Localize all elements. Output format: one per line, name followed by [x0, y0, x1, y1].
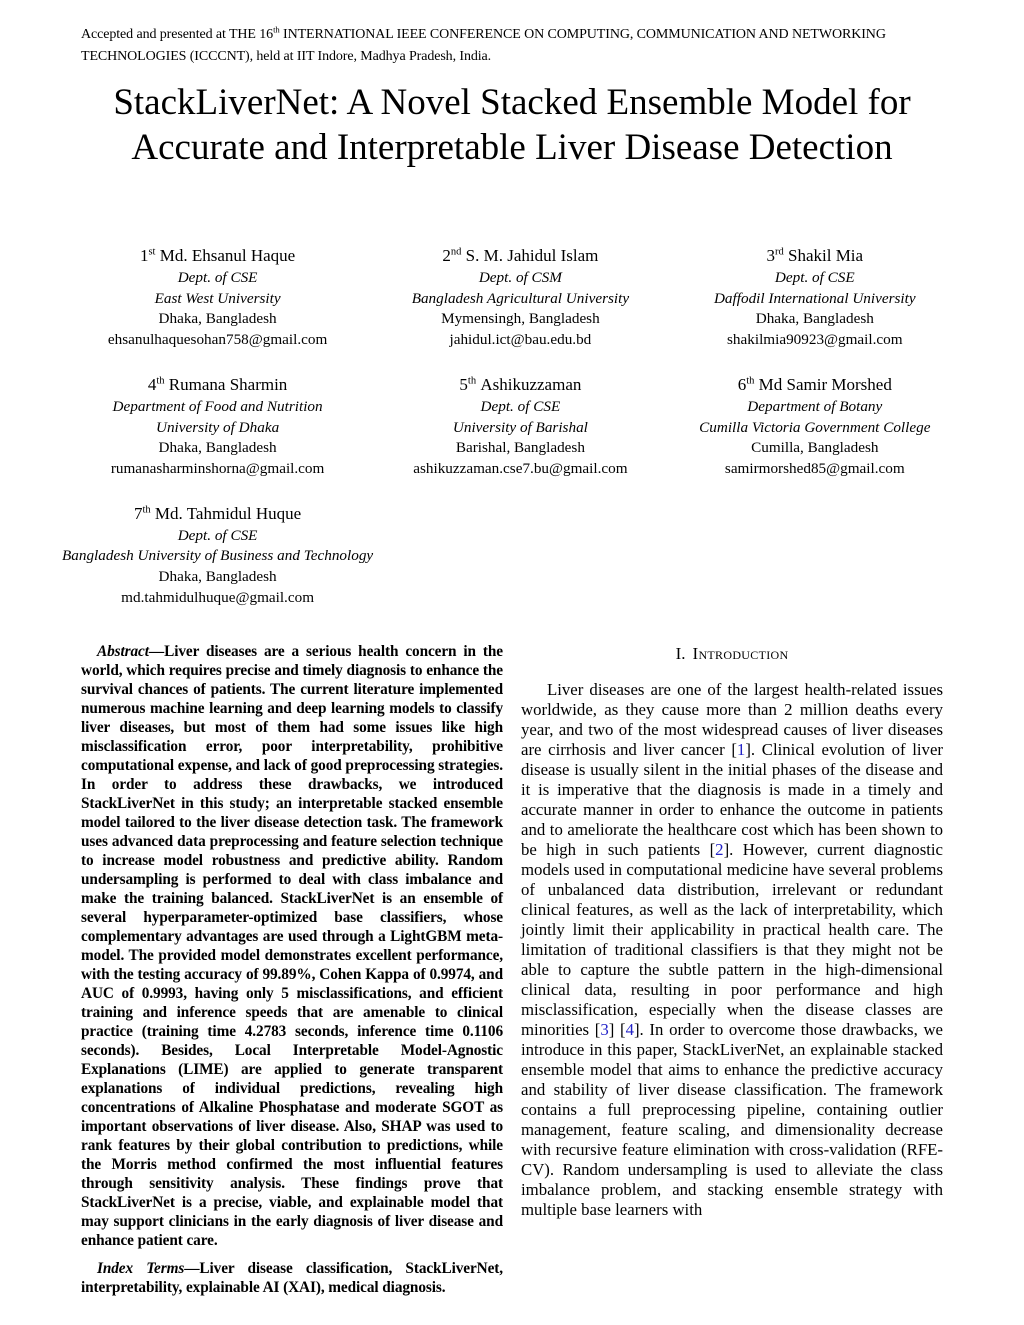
text-run: ]. However, current diagnostic models used in computational medicine have several problems of unbalanced data distribution, irrelevant or redundant clinical features, as well as the lack of interpretability, which jointly limit their applicability in practical health care. The limitation of traditional classifiers is that they might not be able to capture the subtle pattern in the high-dimensional clinical data, resulting in poor performance and high misclassification, especially when the disease classes are minorities [	[521, 840, 944, 1039]
author-name	[412, 244, 629, 267]
ordinal-superscript: th	[142, 503, 151, 515]
authors-grid	[62, 244, 962, 608]
author-ordinal: 5	[459, 374, 468, 394]
author-ordinal: 1	[139, 246, 149, 265]
author-ordinal: 2	[442, 246, 451, 265]
author-name	[111, 373, 324, 396]
author-block	[108, 244, 327, 351]
right-column	[521, 642, 943, 1297]
author-affiliation: University of Dhaka	[156, 418, 280, 436]
author-email: samirmorshed85@gmail.com	[724, 459, 905, 477]
author-ordinal: 4	[147, 374, 157, 394]
author-block	[699, 373, 930, 480]
ordinal-superscript: st	[148, 246, 156, 258]
acceptance-note	[81, 24, 947, 69]
ordinal-superscript: th	[273, 24, 280, 35]
text-run: ] [	[608, 1020, 626, 1039]
introduction-paragraph	[521, 680, 943, 1220]
author-name	[62, 502, 373, 525]
author-location: Cumilla, Bangladesh	[751, 439, 879, 457]
author-dept: Department of Food and Nutrition	[112, 397, 323, 415]
author-name	[108, 244, 327, 267]
author-email: ashikuzzaman.cse7.bu@gmail.com	[413, 459, 628, 477]
author-affiliation: Daffodil International University	[713, 289, 916, 307]
author-location: Dhaka, Bangladesh	[158, 568, 277, 586]
author-name-text: Md. Tahmidul Huque	[154, 503, 302, 523]
citation-link[interactable]: 2	[715, 840, 724, 859]
ordinal-superscript: rd	[774, 246, 784, 258]
author-block	[62, 502, 373, 609]
author-affiliation: Bangladesh University of Business and Technology	[62, 547, 374, 565]
author-email: jahidul.ict@bau.edu.bd	[449, 331, 592, 349]
author-dept: Dept. of CSE	[480, 397, 561, 415]
page-title: StackLiverNet: A Novel Stacked Ensemble Model for Accurate and Interpretable Liver Disease Detection	[113, 82, 911, 169]
author-name-text: Shakil Mia	[788, 246, 864, 265]
author-affiliation: University of Barishal	[452, 418, 588, 436]
ordinal-superscript: th	[156, 375, 165, 387]
section-title: Introduction	[692, 644, 789, 663]
author-dept: Department of Botany	[747, 397, 883, 415]
author-name-text: Rumana Sharmin	[168, 374, 288, 394]
author-ordinal: 7	[133, 503, 143, 523]
citation-link[interactable]: 1	[736, 740, 746, 759]
author-email: ehsanulhaquesohan758@gmail.com	[107, 331, 328, 349]
author-dept: Dept. of CSM	[478, 269, 562, 287]
author-location: Barishal, Bangladesh	[455, 439, 585, 457]
author-location: Dhaka, Bangladesh	[755, 310, 874, 328]
index-terms-label: Index Terms	[97, 1260, 185, 1277]
author-block	[413, 373, 627, 480]
author-name-text: Md. Ehsanul Haque	[159, 246, 296, 265]
author-ordinal: 3	[766, 246, 775, 265]
ordinal-superscript: nd	[450, 246, 462, 258]
author-dept: Dept. of CSE	[177, 269, 258, 287]
author-block	[714, 244, 916, 351]
body-columns	[81, 642, 943, 1297]
author-affiliation: East West University	[154, 289, 281, 307]
section-heading-introduction	[521, 644, 943, 664]
author-dept: Dept. of CSE	[774, 269, 855, 287]
left-column	[81, 642, 503, 1297]
text-run: ]. Clinical evolution of liver disease is usually silent in the initial phases of the disease and it is imperative that the diagnosis is made in a timely and accurate manner in order to enhance the outcome in patients and to ameliorate the healthcare cost which has been shown to be high in such patients [	[521, 740, 943, 859]
section-numeral: I.	[675, 644, 686, 663]
abstract-label: Abstract	[97, 643, 149, 660]
author-name-text: S. M. Jahidul Islam	[465, 246, 599, 265]
index-terms-text: —Liver disease classification, StackLiverNet, interpretability, explainable AI (XAI), medical diagnosis.	[81, 1260, 503, 1296]
author-affiliation: Cumilla Victoria Government College	[699, 418, 931, 436]
text-run: ]. In order to overcome those drawbacks, we introduce in this paper, StackLiverNet, an explainable stacked ensemble model that aims to enhance the predictive accuracy and stability of liver disease classification. The framework contains a full preprocessing pipeline, containing outlier management, feature scaling, and dimensionality decrease with recursive feature elimination with cross-validation (RFE-CV). Random undersampling is used to alleviate the class imbalance problem, and stacking ensemble strategy with multiple base learners with	[521, 1020, 944, 1219]
index-terms	[81, 1259, 503, 1297]
abstract	[81, 642, 503, 1250]
author-email: md.tahmidulhuque@gmail.com	[121, 588, 315, 606]
citation-link[interactable]: 4	[625, 1020, 634, 1039]
author-name	[714, 244, 916, 267]
author-name	[699, 373, 930, 396]
abstract-text: —Liver diseases are a serious health concern in the world, which requires precise and timely diagnosis to enhance the survival chances of patients. The current literature implemented numerous machine learning and deep learning models to classify liver diseases, but most of them had some issues like high misclassification error, poor interpretability, prohibitive computational expense, and lack of good preprocessing strategies. In order to address these drawbacks, we introduced StackLiverNet in this study; an interpretable stacked ensemble model tailored to the liver disease detection task. The framework uses advanced data preprocessing and feature selection technique to increase model robustness and predictive ability. Random undersampling is performed to deal with class imbalance and make the training balanced. StackLiverNet is an ensemble of several hyperparameter-optimized base classifiers, whose complementary advantages are used through a LightGBM meta-model. The provided model demonstrates excellent performance, with the testing accuracy of 99.89%, Cohen Kappa of 0.9974, and AUC of 0.9993, having only 5 misclassifications, and efficient training and inference speeds that are amenable to clinical practice (training time 4.2783 seconds, inference time 0.1106 seconds). Besides, Local Interpretable Model-Agnostic Explanations (LIME) are applied to generate transparent explanations of individual predictions, revealing high concentrations of Alkaline Phosphatase and moderate SGOT as important observations of liver disease. Also, SHAP was used to rank features by their global contribution to predictions, while the Morris method confirmed the most influential features through sensitivity analysis. These findings prove that StackLiverNet is a precise, viable, and explainable model that may support clinicians in the early diagnosis of liver disease and enhance patient care.	[81, 643, 503, 1249]
author-location: Dhaka, Bangladesh	[158, 310, 277, 328]
author-block	[412, 244, 629, 351]
author-name-text: Md Samir Morshed	[758, 374, 892, 394]
author-name-text: Ashikuzzaman	[480, 374, 582, 394]
acceptance-note-text: Accepted and presented at THE 16	[81, 27, 274, 42]
author-email: rumanasharminshorna@gmail.com	[110, 459, 325, 477]
author-ordinal: 6	[737, 374, 747, 394]
author-name	[413, 373, 627, 396]
author-email: shakilmia90923@gmail.com	[727, 331, 903, 349]
author-dept: Dept. of CSE	[177, 526, 258, 544]
ordinal-superscript: th	[746, 375, 755, 387]
citation-link[interactable]: 3	[600, 1020, 609, 1039]
author-location: Mymensingh, Bangladesh	[441, 310, 600, 328]
author-affiliation: Bangladesh Agricultural University	[411, 289, 630, 307]
acceptance-note-text: INTERNATIONAL IEEE CONFERENCE ON COMPUTING, COMMUNICATION AND NETWORKING TECHNOLOGIES (ICCCNT), held at IIT Indore, Madhya Pradesh, India.	[81, 27, 886, 65]
author-location: Dhaka, Bangladesh	[158, 439, 277, 457]
ordinal-superscript: th	[467, 375, 477, 387]
author-block	[111, 373, 324, 480]
text-run: Liver diseases are one of the largest health-related issues worldwide, as they cause more than 2 million deaths every year, and two of the most widespread causes of liver diseases are cirrhosis and liver cancer [	[521, 680, 943, 759]
